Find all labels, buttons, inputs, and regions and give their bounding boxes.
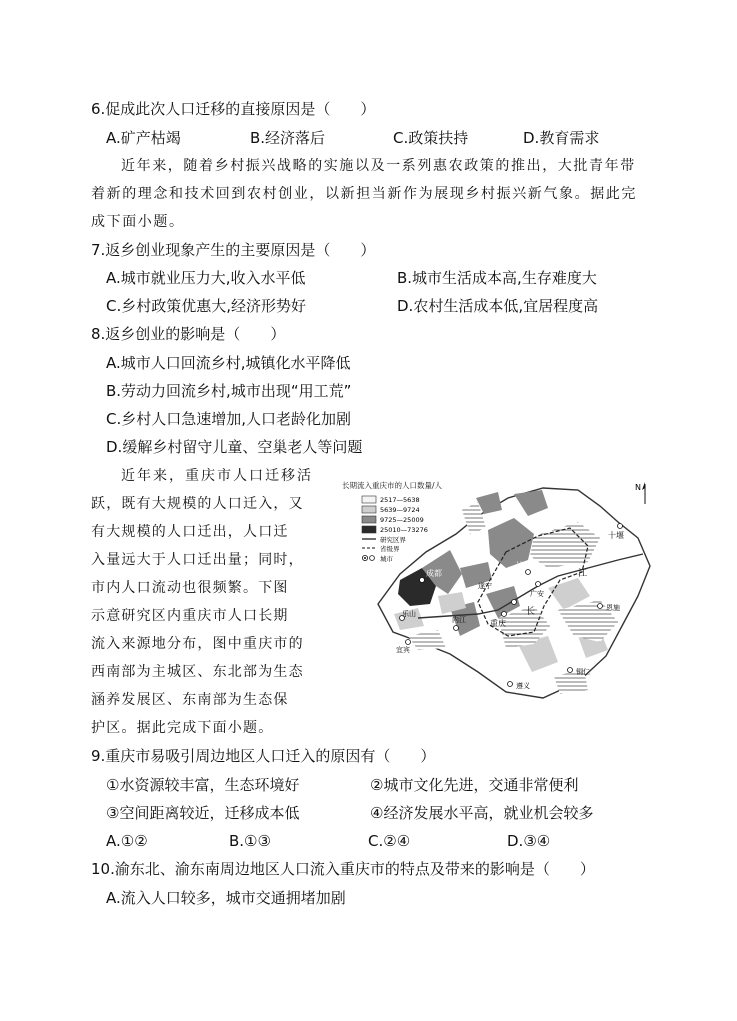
legend-label-3: 9725—25009: [380, 516, 424, 524]
city-marker: [526, 570, 531, 575]
q8-option-d: D.缓解乡村留守儿童、空巢老人等问题: [106, 438, 363, 456]
place-label: 内江: [452, 616, 466, 624]
city-symbol-icon: [370, 556, 375, 561]
legend-research-boundary: 研究区界: [380, 536, 406, 544]
city-marker: [512, 600, 517, 605]
q7-stem: 7.返乡创业现象产生的主要原因是（ ）: [91, 241, 376, 259]
place-label: 乐山: [402, 610, 416, 618]
q9-option-d: D.③④: [507, 832, 551, 850]
place-label: 恩施: [606, 604, 620, 612]
city-marker: [598, 604, 603, 609]
passage2-line: 市内人口流动也很频繁。下图: [91, 580, 289, 596]
passage2-line: 涵养发展区、东南部为生态保: [91, 692, 289, 708]
q8-option-c: C.乡村人口急速增加,人口老龄化加剧: [106, 410, 352, 428]
city-marker: [618, 524, 623, 529]
q9-item-2: ②城市文化先进，交通非常便利: [370, 776, 579, 794]
place-label: 成都: [426, 569, 442, 578]
legend-label-2: 5639—9724: [380, 506, 420, 514]
q7-option-c: C.乡村政策优惠大,经济形势好: [106, 297, 307, 315]
q6-option-a: A.矿产枯竭: [106, 129, 181, 147]
city-symbol-icon: [364, 557, 366, 559]
q9-option-c: C.②④: [368, 832, 411, 850]
legend-province-boundary: 省级界: [380, 545, 400, 553]
place-label: 宜宾: [396, 646, 410, 654]
q8-stem: 8.返乡创业的影响是（ ）: [91, 325, 286, 343]
city-marker: [568, 668, 573, 673]
q9-item-1: ①水资源较丰富，生态环境好: [106, 776, 300, 794]
city-marker: [536, 582, 541, 587]
q7-option-d: D.农村生活成本低,宜居程度高: [397, 297, 599, 315]
city-marker: [420, 578, 425, 583]
passage2-line: 流入来源地分布，图中重庆市的: [91, 636, 304, 652]
q8-option-b: B.劳动力回流乡村,城市出现“用工荒”: [106, 382, 352, 400]
passage1-line: 近年来，随着乡村振兴战略的实施以及一系列惠农政策的推出，大批青年带: [121, 158, 636, 174]
place-label: 达州: [516, 561, 532, 570]
q9-item-4: ④经济发展水平高，就业机会较多: [370, 804, 594, 822]
passage2-line: 护区。据此完成下面小题。: [91, 720, 274, 736]
legend-label-1: 2517—5638: [380, 496, 420, 504]
place-label: 十堰: [608, 531, 624, 540]
legend-city: 城市: [380, 555, 393, 563]
legend-swatch-4: [362, 526, 376, 533]
river-label: 江: [578, 569, 588, 579]
legend-swatch-1: [362, 496, 376, 503]
place-label: 广安: [530, 590, 544, 598]
place-label: 铜仁: [576, 668, 590, 676]
q6-option-c: C.政策扶持: [393, 129, 469, 147]
place-label: 重庆: [490, 619, 506, 628]
q6-option-d: D.教育需求: [523, 129, 600, 147]
passage2-line: 西南部为主城区、东北部为生态: [91, 664, 304, 680]
q9-item-3: ③空间距离较近，迁移成本低: [106, 804, 300, 822]
q8-option-a: A.城市人口回流乡村,城镇化水平降低: [106, 354, 351, 372]
passage2-line: 入量远大于人口迁出量；同时，: [91, 552, 304, 568]
north-label: N: [635, 483, 641, 492]
legend-label-4: 25010—73276: [380, 526, 428, 534]
place-label: 遂宁: [478, 582, 492, 590]
q6-option-b: B.经济落后: [250, 129, 326, 147]
city-marker: [406, 640, 411, 645]
q6-stem: 6.促成此次人口迁移的直接原因是（ ）: [91, 100, 376, 118]
q9-stem: 9.重庆市易吸引周边地区人口迁入的原因有（ ）: [91, 747, 436, 765]
city-marker: [508, 682, 513, 687]
passage2-line: 跃，既有大规模的人口迁入，又: [91, 496, 304, 512]
q9-option-b: B.①③: [229, 832, 271, 850]
city-marker: [454, 626, 459, 631]
legend-swatch-2: [362, 506, 376, 513]
q7-option-a: A.城市就业压力大,收入水平低: [106, 269, 306, 287]
passage2-line: 示意研究区内重庆市人口长期: [91, 608, 289, 624]
city-marker: [502, 612, 507, 617]
place-label: 遵义: [516, 682, 530, 690]
map-title: 长期流入重庆市的人口数量/人: [342, 481, 443, 490]
q10-option-a: A.流入人口较多，城市交通拥堵加剧: [106, 889, 346, 907]
passage1-line: 成下面小题。: [91, 214, 185, 230]
passage1-line: 着新的理念和技术回到农村创业，以新担当新作为展现乡村振兴新气象。据此完: [91, 186, 637, 202]
passage2-line: 近年来，重庆市人口迁移活: [121, 468, 313, 484]
passage2-line: 有大规模的人口迁出，人口迁: [91, 524, 289, 540]
q10-stem: 10.渝东北、渝东南周边地区人口流入重庆市的特点及带来的影响是（ ）: [91, 860, 595, 878]
river-label: 长: [526, 607, 536, 617]
population-inflow-map: [338, 476, 660, 708]
legend-swatch-3: [362, 516, 376, 523]
q7-option-b: B.城市生活成本高,生存难度大: [397, 269, 597, 287]
q9-option-a: A.①②: [106, 832, 148, 850]
